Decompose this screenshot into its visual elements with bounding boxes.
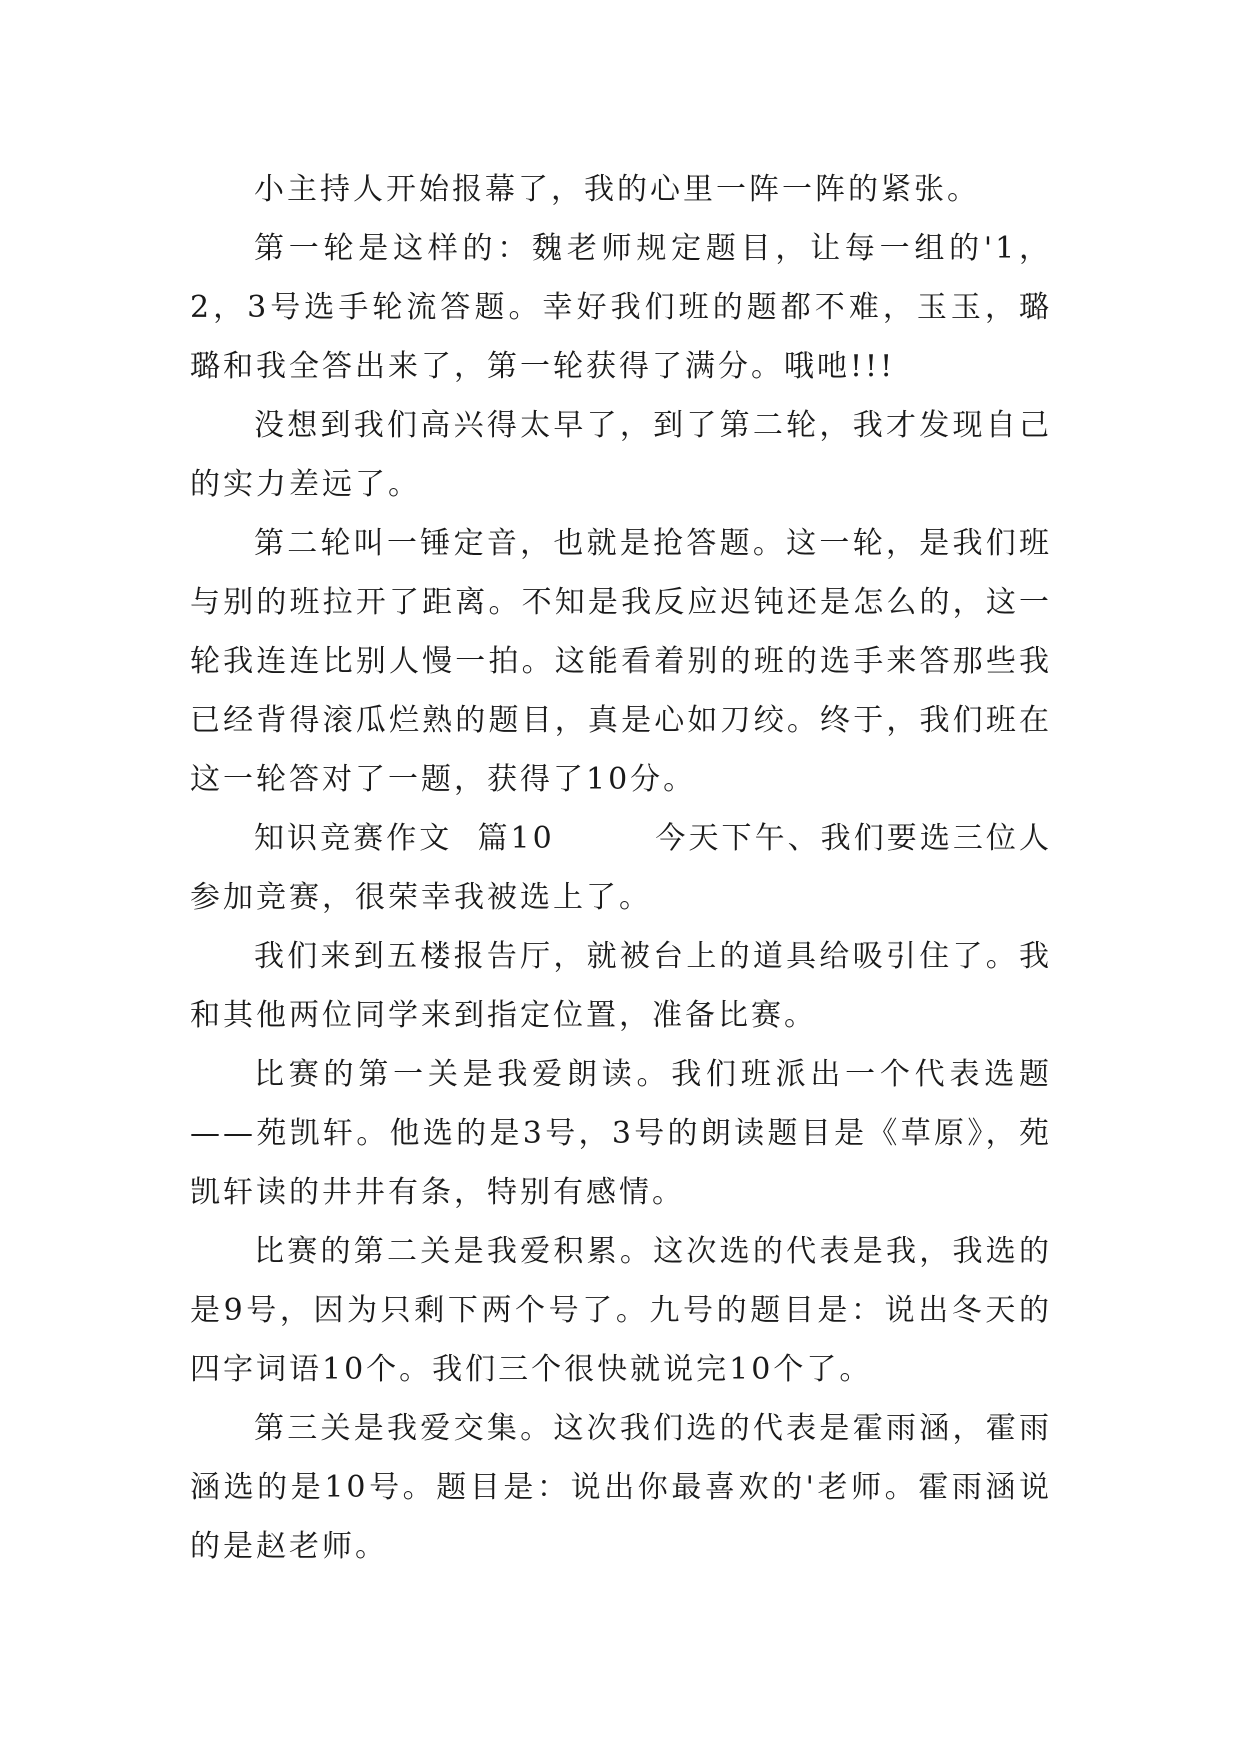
- paragraph-3: 没想到我们高兴得太早了，到了第二轮，我才发现自己的实力差远了。: [190, 408, 1052, 502]
- paragraph-5: 知识竞赛作文 篇10 今天下午、我们要选三位人参加竞赛，很荣幸我被选上了。: [190, 821, 1052, 915]
- paragraph-6: 我们来到五楼报告厅，就被台上的道具给吸引住了。我和其他两位同学来到指定位置，准备比赛。: [190, 939, 1052, 1033]
- paragraph-1: 小主持人开始报幕了，我的心里一阵一阵的紧张。: [254, 172, 980, 207]
- paragraph-7: 比赛的第一关是我爱朗读。我们班派出一个代表选题——苑凯轩。他选的是3号，3号的朗读题目是《草原》，苑凯轩读的井井有条，特别有感情。: [190, 1057, 1052, 1210]
- paragraph-9: 第三关是我爱交集。这次我们选的代表是霍雨涵，霍雨涵选的是10号。题目是：说出你最喜欢的'老师。霍雨涵说的是赵老师。: [190, 1411, 1052, 1564]
- document-body: [190, 160, 1052, 1576]
- paragraph-4: 第二轮叫一锤定音，也就是抢答题。这一轮，是我们班与别的班拉开了距离。不知是我反应迟钝还是怎么的，这一轮我连连比别人慢一拍。这能看着别的班的选手来答那些我已经背得滚瓜烂熟的题目，真是心如刀绞。终于，我们班在这一轮答对了一题，获得了10分。: [190, 526, 1052, 797]
- paragraph-8: 比赛的第二关是我爱积累。这次选的代表是我，我选的是9号，因为只剩下两个号了。九号的题目是：说出冬天的四字词语10个。我们三个很快就说完10个了。: [190, 1234, 1052, 1387]
- paragraph-2: 第一轮是这样的：魏老师规定题目，让每一组的'1，2，3号选手轮流答题。幸好我们班的题都不难，玉玉，璐璐和我全答出来了，第一轮获得了满分。哦吔!!!: [190, 231, 1052, 384]
